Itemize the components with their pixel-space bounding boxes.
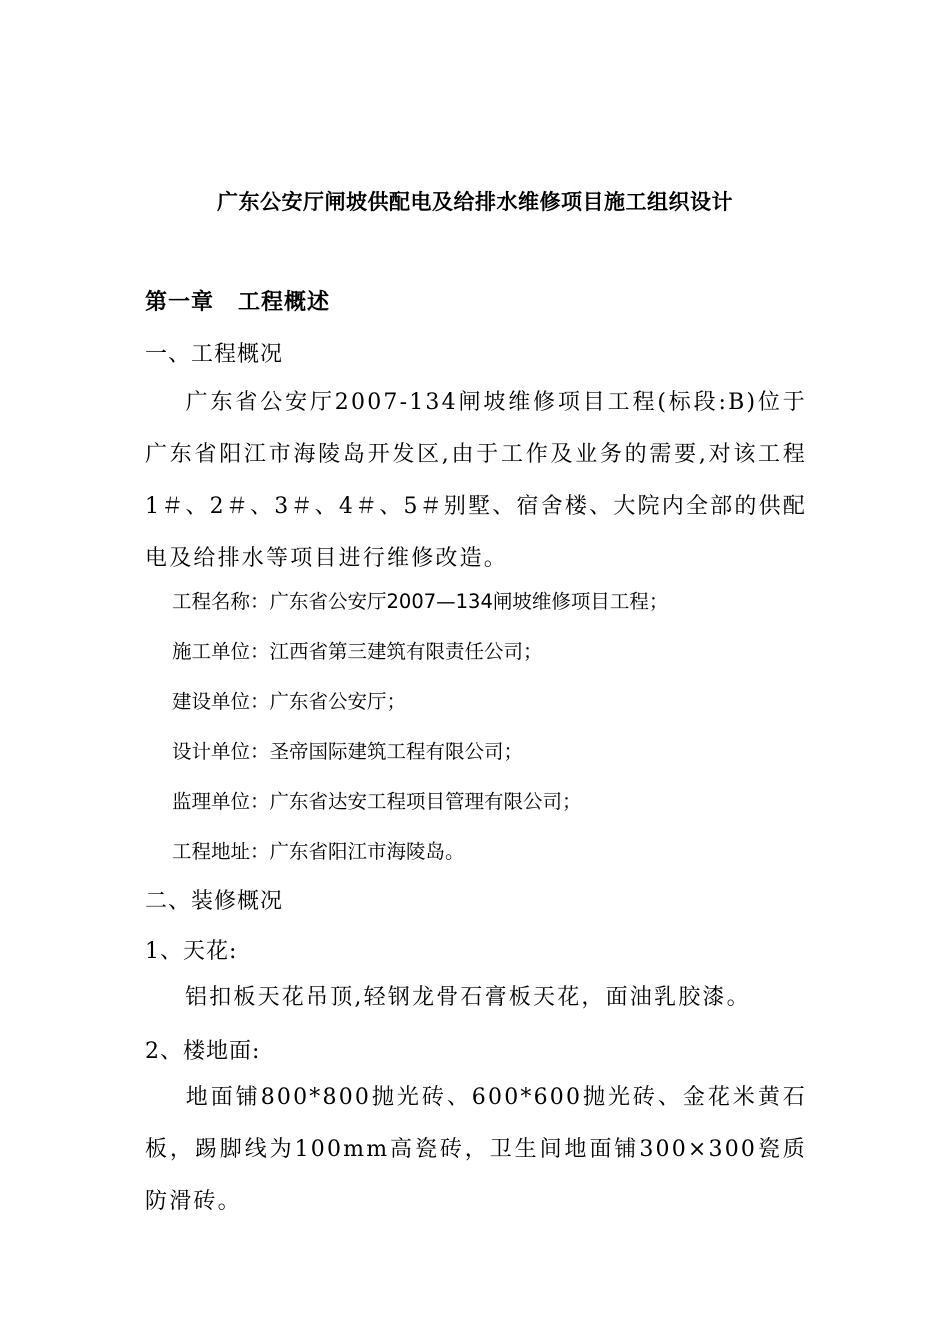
item-heading-floor: 2、楼地面: [145,1039,261,1064]
item-heading-ceiling: 1、天花: [145,939,238,964]
chapter-heading [145,285,330,316]
ceiling-paragraph-text: 铝扣板天花吊顶,轻钢龙骨石膏板天花，面油乳胶漆。 [185,985,751,1010]
info-line-contractor: 施工单位：江西省第三建筑有限责任公司； [172,640,543,663]
chapter-name: 工程概述 [238,290,331,315]
info-line-designer: 设计单位：圣帝国际建筑工程有限公司； [172,740,524,763]
section-heading-decoration: 二、装修概况 [145,889,284,914]
floor-paragraph [145,1072,807,1228]
info-line-owner: 建设单位：广东省公安厅； [172,690,407,713]
floor-paragraph-text: 地面铺800*800抛光砖、600*600抛光砖、金花米黄石板，踢脚线为100mm高瓷砖，卫生间地面铺300×300瓷质防滑砖。 [145,1085,807,1214]
info-line-address: 工程地址：广东省阳江市海陵岛。 [172,840,465,863]
chapter-number: 第一章 [145,290,215,315]
ceiling-paragraph [145,972,807,1024]
overview-paragraph [145,377,807,585]
section-heading-overview: 一、工程概况 [145,342,284,367]
overview-paragraph-text: 广东省公安厅2007-134闸坡维修项目工程(标段:B)位于广东省阳江市海陵岛开发区,由于工作及业务的需要,对该工程1＃、2＃、3＃、4＃、5＃别墅、宿舍楼、大院内全部的供配电及给排水等项目进行维修改造。 [145,390,807,571]
info-line-project-name: 工程名称：广东省公安厅2007—134闸坡维修项目工程； [172,590,669,613]
info-line-supervisor: 监理单位：广东省达安工程项目管理有限公司； [172,790,582,813]
document-title: 广东公安厅闸坡供配电及给排水维修项目施工组织设计 [217,190,733,214]
